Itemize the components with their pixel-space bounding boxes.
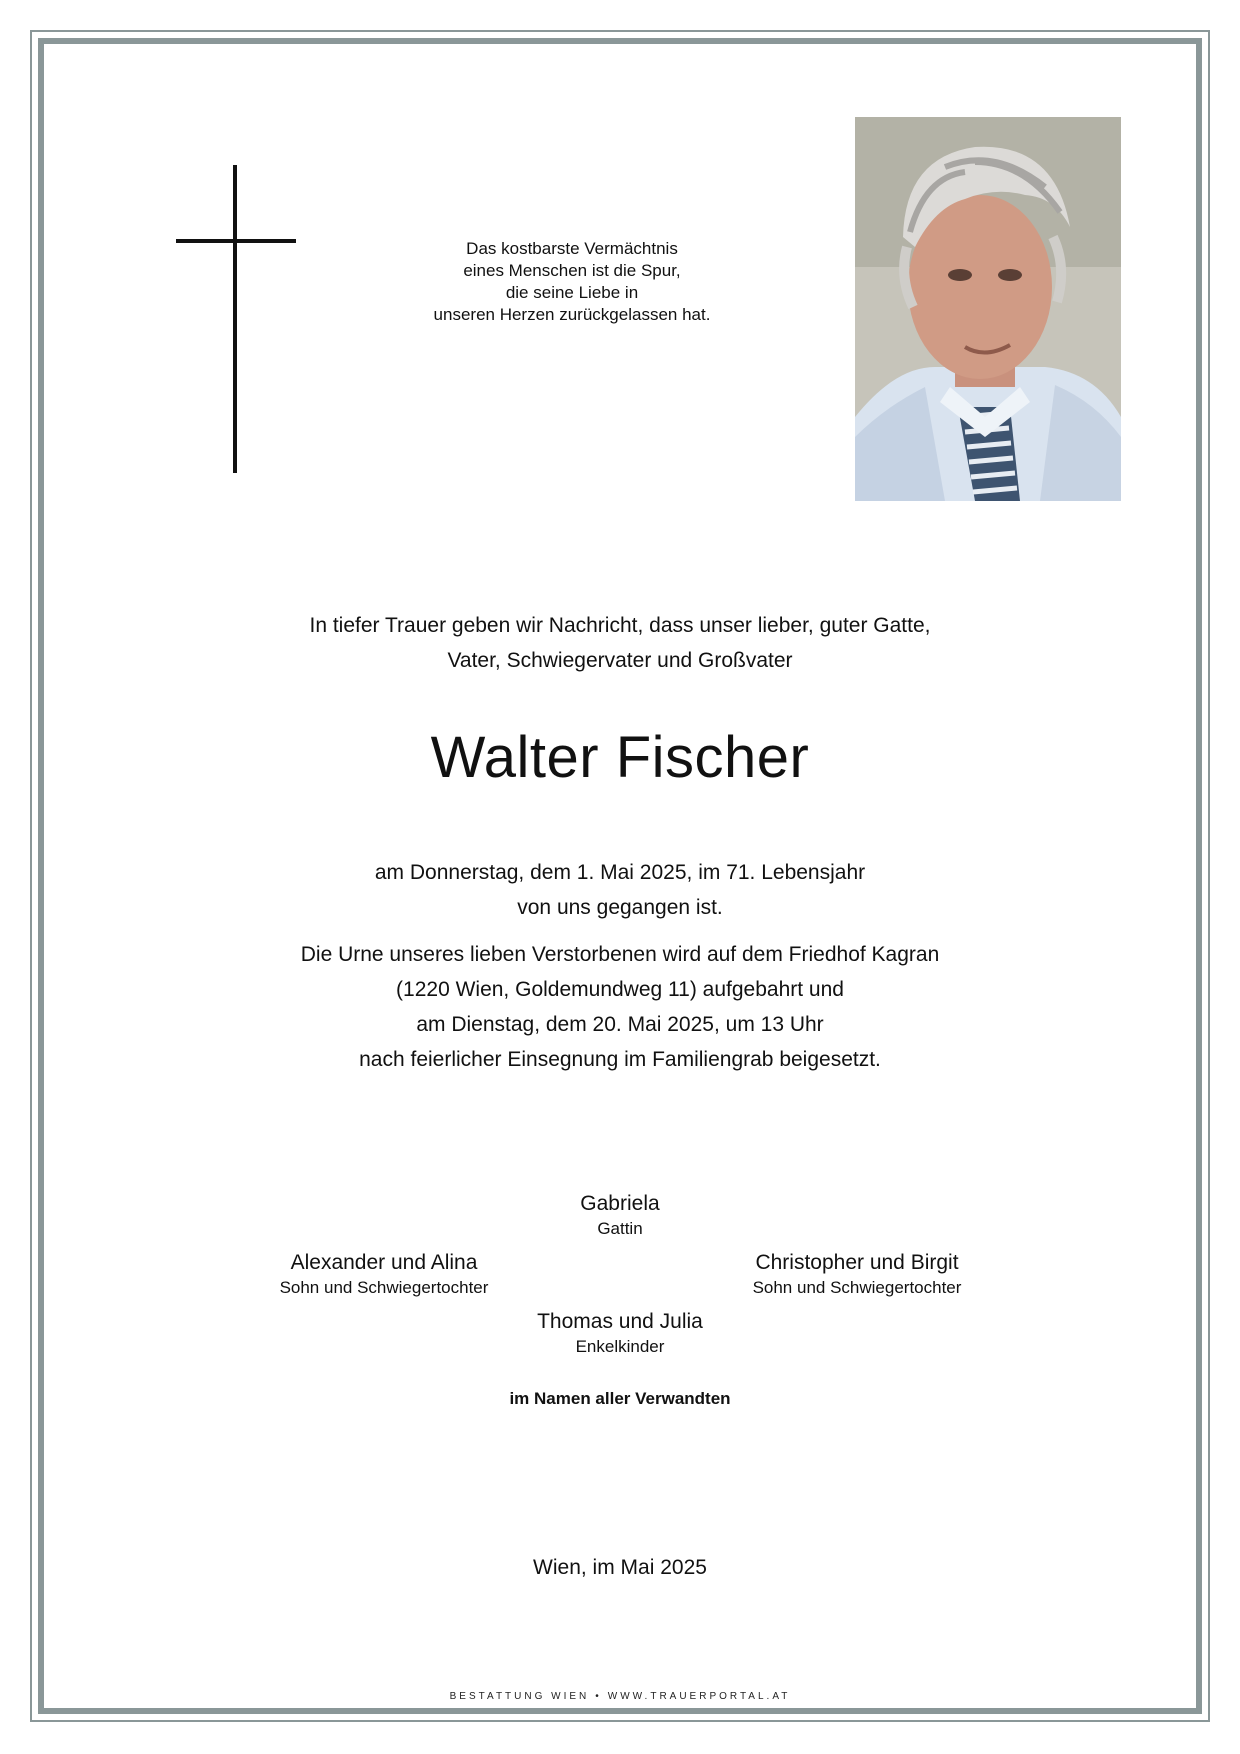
survivor-entry	[677, 1250, 1037, 1300]
announcement-intro	[120, 608, 1120, 678]
survivor-entry	[440, 1191, 800, 1241]
survivor-name: Christopher und Birgit	[755, 1251, 959, 1274]
memorial-quote	[380, 238, 764, 326]
portrait-photo	[855, 117, 1121, 501]
deceased-name: Walter Fischer	[430, 725, 810, 790]
relatives-note: im Namen aller Verwandten	[509, 1389, 731, 1408]
survivor-name: Alexander und Alina	[290, 1251, 478, 1274]
survivor-entry	[204, 1250, 564, 1300]
survivor-name: Gabriela	[580, 1192, 660, 1215]
burial-line: Die Urne unseres lieben Verstorbenen wird auf dem Friedhof Kagran	[300, 943, 940, 966]
cross-vertical-bar	[233, 165, 237, 473]
footer-website-link[interactable]: WWW.TRAUERPORTAL.AT	[607, 1691, 791, 1702]
survivor-entry	[440, 1309, 800, 1359]
survivor-relation: Gattin	[597, 1219, 643, 1238]
intro-line: Vater, Schwiegervater und Großvater	[447, 649, 793, 672]
survivor-relation: Sohn und Schwiegertochter	[279, 1278, 489, 1297]
death-line: von uns gegangen ist.	[517, 896, 723, 919]
spacer	[120, 925, 1120, 937]
portrait-illustration	[855, 117, 1121, 501]
quote-line: die seine Liebe in	[505, 283, 639, 302]
survivor-relation: Sohn und Schwiegertochter	[752, 1278, 962, 1297]
burial-line: (1220 Wien, Goldemundweg 11) aufgebahrt und	[396, 978, 844, 1001]
intro-line: In tiefer Trauer geben wir Nachricht, dass unser lieber, guter Gatte,	[309, 614, 931, 637]
quote-line: Das kostbarste Vermächtnis	[466, 239, 678, 258]
announcement-details	[120, 855, 1120, 1077]
cross-horizontal-bar	[176, 239, 296, 243]
quote-line: eines Menschen ist die Spur,	[463, 261, 681, 280]
quote-line: unseren Herzen zurückgelassen hat.	[433, 305, 711, 324]
survivor-relation: Enkelkinder	[575, 1337, 665, 1356]
footer	[320, 1690, 920, 1704]
footer-separator: •	[595, 1691, 602, 1702]
burial-line: nach feierlicher Einsegnung im Familiengrab beigesetzt.	[359, 1048, 881, 1071]
footer-funeral-home: BESTATTUNG WIEN	[449, 1691, 590, 1702]
place-date: Wien, im Mai 2025	[533, 1556, 707, 1579]
burial-line: am Dienstag, dem 20. Mai 2025, um 13 Uhr	[416, 1013, 824, 1036]
death-line: am Donnerstag, dem 1. Mai 2025, im 71. Lebensjahr	[374, 861, 866, 884]
survivor-name: Thomas und Julia	[537, 1310, 703, 1333]
